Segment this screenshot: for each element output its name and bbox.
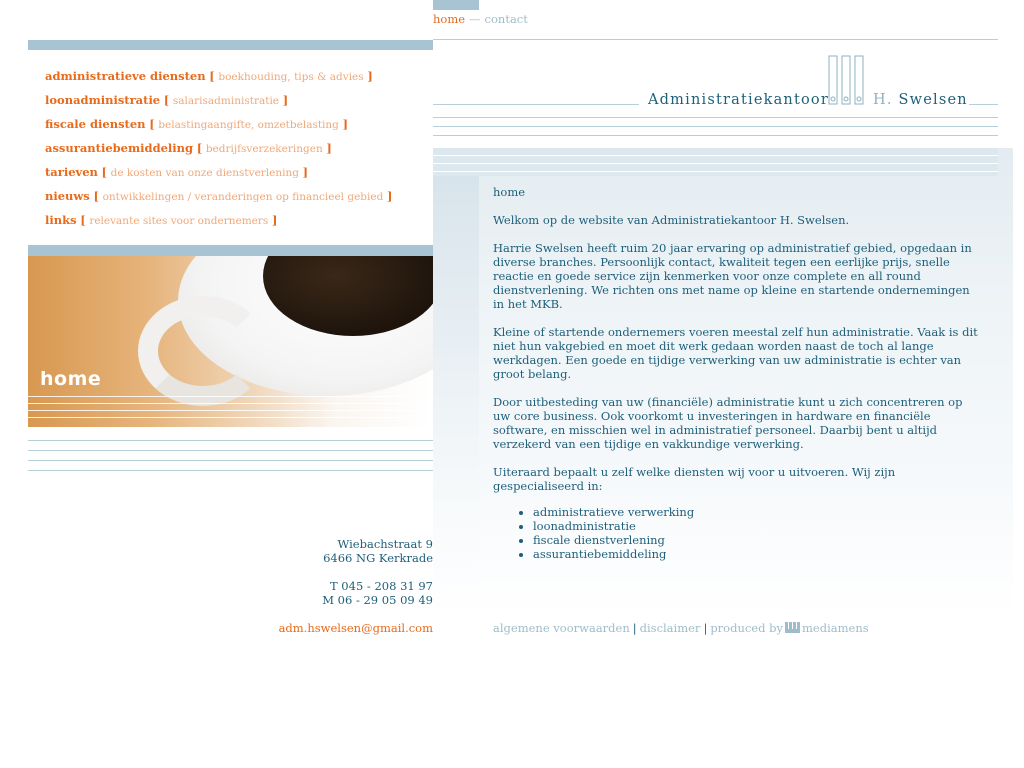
list-item: • assurantiebemiddeling xyxy=(533,547,983,561)
logo-owner-name xyxy=(873,92,968,108)
top-divider xyxy=(433,39,998,40)
address-mobile: M 06 - 29 05 09 49 xyxy=(322,593,433,607)
contact-address xyxy=(228,537,433,635)
menu-item-sublabel[interactable]: de kosten van onze dienstverlening xyxy=(110,167,299,179)
logo-initial: H. xyxy=(873,92,893,108)
content-paragraph: Harrie Swelsen heeft ruim 20 jaar ervaring op administratief gebied, opgedaan in diverse branches. Persoonlijk contact, kwaliteit tegen een eerlijke prijs, snelle reactie en goede service zijn kenmerken voor onze complete en all round dienstverlening. We richten ons met name op kleine en startende ondernemingen in het MKB. xyxy=(493,241,972,311)
bracket-close: ] xyxy=(302,165,309,179)
content-paragraph: Door uitbesteding van uw (financiële) administratie kunt u zich concentreren op uw core business. Ook voorkomt u investeringen in hardware en financiële software, en misschien wel in administratief personeel. Daarbij bent u altijd verzekerd van een tijdige en vakkundige verwerking. xyxy=(493,395,963,451)
menu-item-assurantiebemiddeling[interactable] xyxy=(45,140,435,164)
bracket-open: [ xyxy=(80,213,86,227)
menu-item-label[interactable]: links xyxy=(45,213,77,227)
address-city: 6466 NG Kerkrade xyxy=(323,551,433,565)
bracket-close: ] xyxy=(271,213,278,227)
top-navigation xyxy=(433,12,528,26)
address-email-link[interactable]: adm.hswelsen@gmail.com xyxy=(278,621,433,635)
address-street: Wiebachstraat 9 xyxy=(337,537,433,551)
footer-pipe: | xyxy=(703,621,708,635)
left-header-bar xyxy=(28,40,433,50)
left-decorative-lines xyxy=(28,440,433,480)
menu-item-label[interactable]: tarieven xyxy=(45,165,98,179)
bracket-open: [ xyxy=(196,141,203,155)
hero-stripes xyxy=(28,396,433,424)
menu-item-fiscale-diensten[interactable] xyxy=(45,116,435,140)
footer-brand-name: mediamens xyxy=(802,621,869,635)
panel-left-column xyxy=(433,148,479,618)
menu-item-administratieve-diensten[interactable] xyxy=(45,68,435,92)
right-decorative-lines xyxy=(433,117,998,144)
menu-item-loonadministratie[interactable] xyxy=(45,92,435,116)
hero-coffee-image xyxy=(28,256,433,427)
menu-item-sublabel[interactable]: ontwikkelingen / veranderingen op financieel gebied xyxy=(102,191,384,203)
menu-item-sublabel[interactable]: belastingaangifte, omzetbelasting xyxy=(158,119,339,131)
left-middle-bar xyxy=(28,245,433,256)
bracket-open: [ xyxy=(93,189,99,203)
logo-surname: Swelsen xyxy=(898,92,968,108)
content-heading: home xyxy=(493,185,526,199)
menu-item-sublabel[interactable]: relevante sites voor ondernemers xyxy=(89,215,269,227)
logo-line-right xyxy=(969,104,998,105)
menu-item-tarieven[interactable] xyxy=(45,164,435,188)
logo-company-name: Administratiekantoor xyxy=(648,92,829,108)
bracket-open: [ xyxy=(101,165,107,179)
main-content xyxy=(493,185,983,561)
bracket-open: [ xyxy=(209,69,215,83)
content-paragraph: Uiteraard bepaalt u zelf welke diensten wij voor u uitvoeren. Wij zijn gespecialiseerd in: xyxy=(493,465,896,493)
footer-produced-by-link[interactable] xyxy=(710,621,868,635)
bracket-close: ] xyxy=(342,117,349,131)
cup-handle-shape xyxy=(138,296,268,406)
footer-disclaimer-link[interactable]: disclaimer xyxy=(639,621,701,635)
nav-separator: — xyxy=(469,12,481,26)
hero-page-title: home xyxy=(40,368,102,390)
nav-home-link[interactable]: home xyxy=(433,12,466,26)
top-tab-indicator xyxy=(433,0,479,10)
company-logo xyxy=(433,52,998,112)
panel-top-stripes xyxy=(433,148,998,176)
list-item: • fiscale dienstverlening xyxy=(533,533,983,547)
footer-terms-link[interactable]: algemene voorwaarden xyxy=(493,621,630,635)
menu-item-label[interactable]: loonadministratie xyxy=(45,93,161,107)
content-paragraph: Kleine of startende ondernemers voeren meestal zelf hun administratie. Vaak is dit niet hun vakgebied en moet dit werk gedaan worden naast de toch al lange werkdagen. Een goede en tijdige verwerking van uw administratie is echter van groot belang. xyxy=(493,325,978,381)
bracket-open: [ xyxy=(163,93,170,107)
menu-item-label[interactable]: nieuws xyxy=(45,189,90,203)
list-item: • administratieve verwerking xyxy=(533,505,983,519)
main-menu xyxy=(45,68,435,236)
footer-pipe: | xyxy=(632,621,637,635)
bracket-close: ] xyxy=(386,189,393,203)
logo-binders-icon xyxy=(828,55,866,107)
menu-item-label[interactable]: assurantiebemiddeling xyxy=(45,141,194,155)
logo-line-left xyxy=(433,104,639,105)
menu-item-sublabel[interactable]: salarisadministratie xyxy=(172,95,280,107)
menu-item-label[interactable]: administratieve diensten xyxy=(45,69,206,83)
bracket-close: ] xyxy=(367,69,373,83)
content-paragraph: Welkom op de website van Administratiekantoor H. Swelsen. xyxy=(493,213,850,227)
list-item: • loonadministratie xyxy=(533,519,983,533)
footer xyxy=(493,621,869,635)
menu-item-sublabel[interactable]: bedrijfsverzekeringen xyxy=(205,143,323,155)
menu-item-sublabel[interactable]: boekhouding, tips & advies xyxy=(218,71,364,83)
nav-contact-link[interactable]: contact xyxy=(484,12,528,26)
menu-item-label[interactable]: fiscale diensten xyxy=(45,117,146,131)
services-list xyxy=(493,505,983,561)
footer-produced-label: produced by xyxy=(710,621,783,635)
bracket-open: [ xyxy=(149,117,155,131)
menu-item-nieuws[interactable] xyxy=(45,188,435,212)
mediamens-logo-icon xyxy=(785,622,800,633)
address-phone: T 045 - 208 31 97 xyxy=(329,579,433,593)
menu-item-links[interactable] xyxy=(45,212,435,236)
bracket-close: ] xyxy=(282,93,289,107)
bracket-close: ] xyxy=(326,141,332,155)
